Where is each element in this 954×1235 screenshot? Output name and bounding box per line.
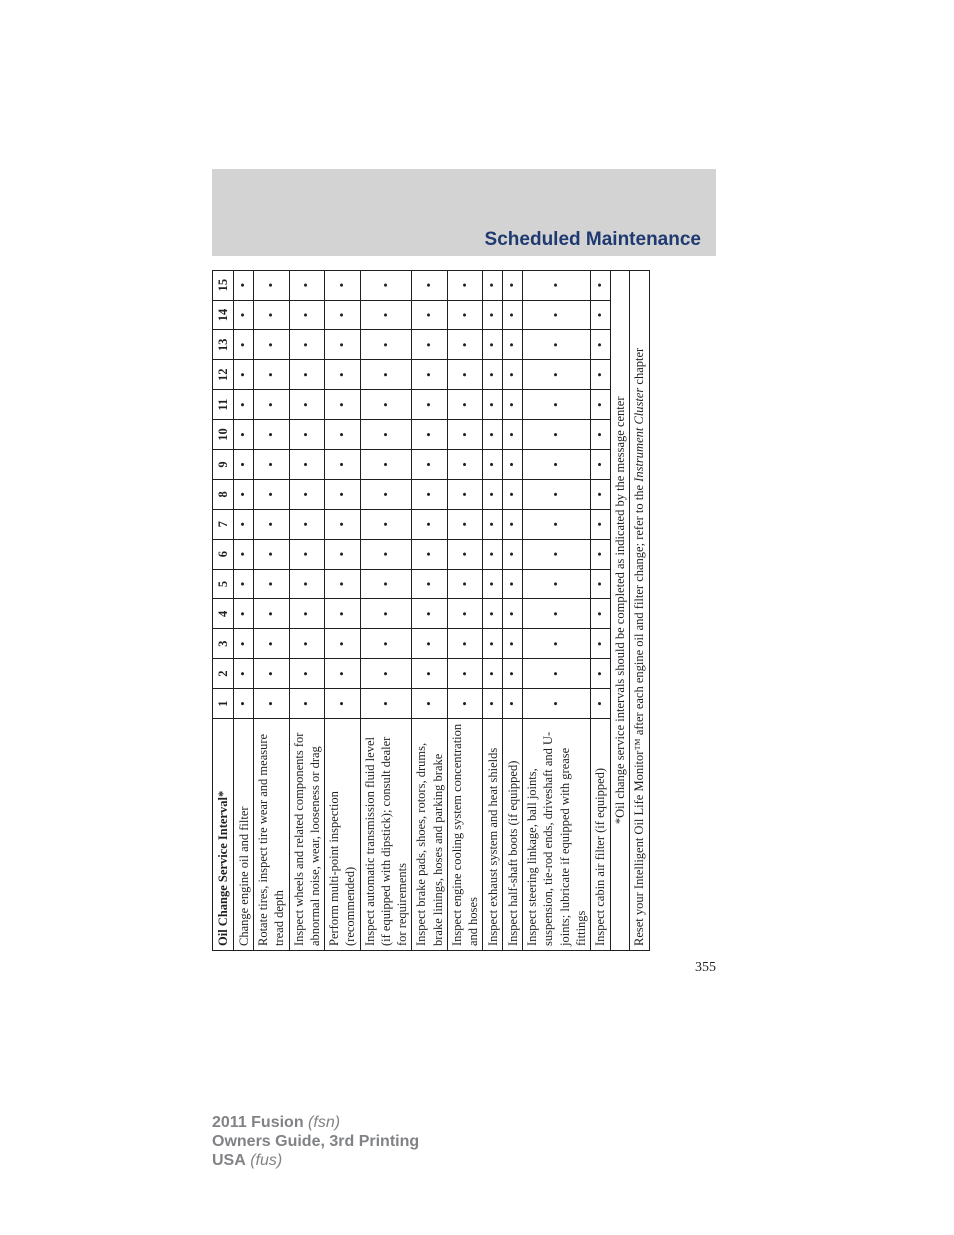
interval-bullet: •	[234, 659, 254, 689]
interval-bullet: •	[254, 360, 290, 390]
interval-bullet: •	[360, 479, 412, 509]
interval-bullet: •	[591, 629, 611, 659]
interval-header: 6	[213, 539, 234, 569]
interval-bullet: •	[360, 330, 412, 360]
interval-header: 8	[213, 479, 234, 509]
interval-bullet: •	[447, 689, 483, 719]
interval-bullet: •	[289, 479, 325, 509]
interval-bullet: •	[483, 420, 503, 450]
footer-model-code: (fsn)	[303, 1114, 341, 1131]
interval-bullet: •	[503, 659, 523, 689]
interval-bullet: •	[254, 449, 290, 479]
interval-bullet: •	[447, 509, 483, 539]
interval-bullet: •	[503, 300, 523, 330]
interval-bullet: •	[483, 539, 503, 569]
interval-bullet: •	[523, 420, 591, 450]
interval-bullet: •	[254, 390, 290, 420]
reset-note-suffix: chapter	[632, 347, 647, 388]
interval-bullet: •	[503, 270, 523, 300]
interval-bullet: •	[447, 659, 483, 689]
interval-bullet: •	[289, 330, 325, 360]
interval-bullet: •	[289, 390, 325, 420]
interval-header: 3	[213, 629, 234, 659]
interval-bullet: •	[254, 659, 290, 689]
interval-bullet: •	[447, 420, 483, 450]
service-interval-header: Oil Change Service Interval*	[213, 719, 234, 951]
footer-model: 2011 Fusion	[212, 1114, 304, 1131]
interval-bullet: •	[503, 479, 523, 509]
interval-bullet: •	[360, 449, 412, 479]
interval-bullet: •	[254, 599, 290, 629]
interval-bullet: •	[447, 449, 483, 479]
interval-bullet: •	[360, 300, 412, 330]
interval-bullet: •	[360, 270, 412, 300]
interval-bullet: •	[412, 300, 448, 330]
interval-bullet: •	[412, 479, 448, 509]
interval-bullet: •	[503, 360, 523, 390]
interval-bullet: •	[234, 539, 254, 569]
table-row	[360, 270, 412, 950]
interval-bullet: •	[254, 479, 290, 509]
interval-bullet: •	[523, 390, 591, 420]
interval-bullet: •	[447, 569, 483, 599]
interval-bullet: •	[483, 509, 503, 539]
interval-header: 13	[213, 330, 234, 360]
interval-bullet: •	[289, 449, 325, 479]
interval-bullet: •	[254, 629, 290, 659]
interval-bullet: •	[234, 599, 254, 629]
interval-bullet: •	[360, 689, 412, 719]
interval-bullet: •	[412, 420, 448, 450]
interval-bullet: •	[523, 270, 591, 300]
service-label: Inspect automatic transmission fluid level (if equipped with dipstick); consult dealer for requirements	[360, 719, 412, 951]
interval-bullet: •	[483, 629, 503, 659]
interval-bullet: •	[412, 689, 448, 719]
interval-bullet: •	[412, 599, 448, 629]
table-row	[483, 270, 503, 950]
service-label: Change engine oil and filter	[234, 719, 254, 951]
interval-bullet: •	[523, 689, 591, 719]
interval-bullet: •	[234, 420, 254, 450]
interval-header: 5	[213, 569, 234, 599]
interval-bullet: •	[503, 629, 523, 659]
interval-bullet: •	[483, 449, 503, 479]
service-label: Inspect cabin air filter (if equipped)	[591, 719, 611, 951]
footer	[212, 1113, 419, 1170]
table-body	[234, 270, 611, 950]
interval-bullet: •	[325, 360, 361, 390]
service-label: Inspect half-shaft boots (if equipped)	[503, 719, 523, 951]
interval-bullet: •	[234, 569, 254, 599]
footer-line-1	[212, 1113, 419, 1132]
interval-bullet: •	[483, 659, 503, 689]
interval-bullet: •	[523, 479, 591, 509]
interval-bullet: •	[289, 539, 325, 569]
interval-bullet: •	[325, 330, 361, 360]
interval-bullet: •	[523, 659, 591, 689]
interval-bullet: •	[234, 629, 254, 659]
interval-bullet: •	[412, 569, 448, 599]
interval-header: 10	[213, 420, 234, 450]
interval-bullet: •	[591, 659, 611, 689]
table-row	[254, 270, 290, 950]
interval-bullet: •	[483, 599, 503, 629]
interval-bullet: •	[447, 629, 483, 659]
interval-bullet: •	[289, 569, 325, 599]
interval-bullet: •	[591, 270, 611, 300]
interval-bullet: •	[234, 689, 254, 719]
table-row	[503, 270, 523, 950]
interval-bullet: •	[360, 390, 412, 420]
interval-bullet: •	[325, 599, 361, 629]
interval-bullet: •	[234, 360, 254, 390]
reset-note-prefix: Reset your Intelligent Oil Life Monitor™ after each engine oil and filter change; refer to the	[632, 481, 647, 946]
interval-bullet: •	[412, 390, 448, 420]
interval-bullet: •	[503, 569, 523, 599]
interval-bullet: •	[289, 360, 325, 390]
interval-bullet: •	[447, 360, 483, 390]
footer-line-2: Owners Guide, 3rd Printing	[212, 1133, 420, 1150]
interval-bullet: •	[503, 449, 523, 479]
interval-bullet: •	[234, 479, 254, 509]
maintenance-table-container	[212, 270, 647, 951]
interval-bullet: •	[503, 539, 523, 569]
interval-bullet: •	[483, 479, 503, 509]
interval-bullet: •	[289, 420, 325, 450]
interval-bullet: •	[254, 569, 290, 599]
interval-bullet: •	[503, 689, 523, 719]
interval-bullet: •	[325, 629, 361, 659]
interval-bullet: •	[447, 330, 483, 360]
reset-note-italic: Instrument Cluster	[632, 387, 647, 482]
interval-bullet: •	[483, 569, 503, 599]
interval-bullet: •	[483, 300, 503, 330]
service-label: Inspect wheels and related components for abnormal noise, wear, looseness or drag	[289, 719, 325, 951]
interval-bullet: •	[360, 659, 412, 689]
interval-bullet: •	[591, 449, 611, 479]
interval-bullet: •	[447, 300, 483, 330]
service-label: Perform multi-point inspection (recommended)	[325, 719, 361, 951]
interval-bullet: •	[523, 449, 591, 479]
interval-header: 9	[213, 449, 234, 479]
interval-bullet: •	[591, 569, 611, 599]
interval-bullet: •	[254, 300, 290, 330]
interval-bullet: •	[360, 569, 412, 599]
interval-bullet: •	[234, 270, 254, 300]
section-title: Scheduled Maintenance	[484, 229, 701, 250]
interval-bullet: •	[234, 449, 254, 479]
interval-bullet: •	[591, 420, 611, 450]
interval-bullet: •	[483, 360, 503, 390]
interval-bullet: •	[591, 300, 611, 330]
interval-bullet: •	[234, 300, 254, 330]
table-row	[234, 270, 254, 950]
interval-bullet: •	[325, 300, 361, 330]
interval-bullet: •	[360, 539, 412, 569]
interval-bullet: •	[360, 599, 412, 629]
interval-bullet: •	[234, 330, 254, 360]
interval-bullet: •	[289, 659, 325, 689]
footer-line-3	[212, 1151, 419, 1170]
maintenance-schedule-table	[212, 270, 650, 951]
footnote-text: *Oil change service intervals should be completed as indicated by the message center	[611, 270, 630, 950]
interval-bullet: •	[234, 390, 254, 420]
interval-bullet: •	[325, 390, 361, 420]
interval-bullet: •	[254, 420, 290, 450]
interval-bullet: •	[325, 420, 361, 450]
interval-bullet: •	[523, 330, 591, 360]
interval-bullet: •	[412, 539, 448, 569]
table-row	[289, 270, 325, 950]
interval-bullet: •	[447, 599, 483, 629]
interval-bullet: •	[325, 479, 361, 509]
interval-bullet: •	[503, 330, 523, 360]
interval-bullet: •	[289, 300, 325, 330]
interval-bullet: •	[412, 509, 448, 539]
interval-bullet: •	[325, 659, 361, 689]
interval-bullet: •	[591, 390, 611, 420]
interval-bullet: •	[523, 569, 591, 599]
table-row	[591, 270, 611, 950]
interval-header: 11	[213, 390, 234, 420]
interval-bullet: •	[412, 360, 448, 390]
interval-bullet: •	[591, 509, 611, 539]
table-row	[325, 270, 361, 950]
interval-header: 15	[213, 270, 234, 300]
interval-bullet: •	[325, 539, 361, 569]
interval-bullet: •	[289, 629, 325, 659]
table-header-row	[213, 270, 234, 950]
interval-bullet: •	[447, 479, 483, 509]
interval-bullet: •	[254, 330, 290, 360]
interval-bullet: •	[254, 689, 290, 719]
interval-bullet: •	[289, 509, 325, 539]
footer-region-code: (fus)	[245, 1152, 283, 1169]
interval-bullet: •	[325, 569, 361, 599]
page-number: 355	[695, 960, 716, 975]
table-row	[412, 270, 448, 950]
interval-header: 14	[213, 300, 234, 330]
interval-bullet: •	[591, 539, 611, 569]
interval-bullet: •	[412, 330, 448, 360]
interval-bullet: •	[360, 420, 412, 450]
interval-bullet: •	[483, 330, 503, 360]
table-row	[523, 270, 591, 950]
interval-bullet: •	[523, 539, 591, 569]
footer-region: USA	[212, 1152, 246, 1169]
interval-bullet: •	[483, 270, 503, 300]
reset-note-row	[630, 270, 649, 950]
interval-bullet: •	[591, 330, 611, 360]
interval-bullet: •	[412, 449, 448, 479]
interval-bullet: •	[523, 509, 591, 539]
interval-bullet: •	[503, 509, 523, 539]
interval-bullet: •	[591, 689, 611, 719]
interval-bullet: •	[447, 270, 483, 300]
interval-bullet: •	[325, 270, 361, 300]
interval-bullet: •	[447, 539, 483, 569]
service-label: Inspect brake pads, shoes, rotors, drums, brake linings, hoses and parking brake	[412, 719, 448, 951]
interval-bullet: •	[254, 270, 290, 300]
interval-bullet: •	[503, 599, 523, 629]
interval-header: 4	[213, 599, 234, 629]
interval-bullet: •	[523, 629, 591, 659]
interval-bullet: •	[591, 360, 611, 390]
interval-bullet: •	[523, 360, 591, 390]
header-band	[212, 169, 716, 256]
interval-bullet: •	[447, 390, 483, 420]
service-label: Inspect engine cooling system concentration and hoses	[447, 719, 483, 951]
interval-bullet: •	[591, 479, 611, 509]
interval-bullet: •	[412, 659, 448, 689]
interval-bullet: •	[325, 449, 361, 479]
interval-bullet: •	[234, 509, 254, 539]
interval-bullet: •	[483, 689, 503, 719]
interval-bullet: •	[254, 509, 290, 539]
interval-bullet: •	[503, 420, 523, 450]
interval-bullet: •	[503, 390, 523, 420]
interval-bullet: •	[325, 509, 361, 539]
service-label: Rotate tires, inspect tire wear and measure tread depth	[254, 719, 290, 951]
interval-bullet: •	[360, 629, 412, 659]
service-label: Inspect exhaust system and heat shields	[483, 719, 503, 951]
interval-header: 7	[213, 509, 234, 539]
interval-bullet: •	[412, 270, 448, 300]
interval-bullet: •	[523, 599, 591, 629]
interval-bullet: •	[523, 300, 591, 330]
interval-header: 12	[213, 360, 234, 390]
interval-bullet: •	[360, 509, 412, 539]
table-row	[447, 270, 483, 950]
interval-bullet: •	[289, 689, 325, 719]
interval-bullet: •	[289, 270, 325, 300]
interval-bullet: •	[360, 360, 412, 390]
interval-bullet: •	[483, 390, 503, 420]
interval-bullet: •	[412, 629, 448, 659]
interval-header: 1	[213, 689, 234, 719]
interval-bullet: •	[325, 689, 361, 719]
reset-note	[630, 270, 649, 950]
interval-bullet: •	[254, 539, 290, 569]
footnote-row	[611, 270, 630, 950]
interval-header: 2	[213, 659, 234, 689]
rotated-table	[212, 270, 647, 951]
interval-bullet: •	[591, 599, 611, 629]
service-label: Inspect steering linkage, ball joints, suspension, tie-rod ends, driveshaft and U-joints; lubricate if equipped with grease fittings	[523, 719, 591, 951]
interval-bullet: •	[289, 599, 325, 629]
